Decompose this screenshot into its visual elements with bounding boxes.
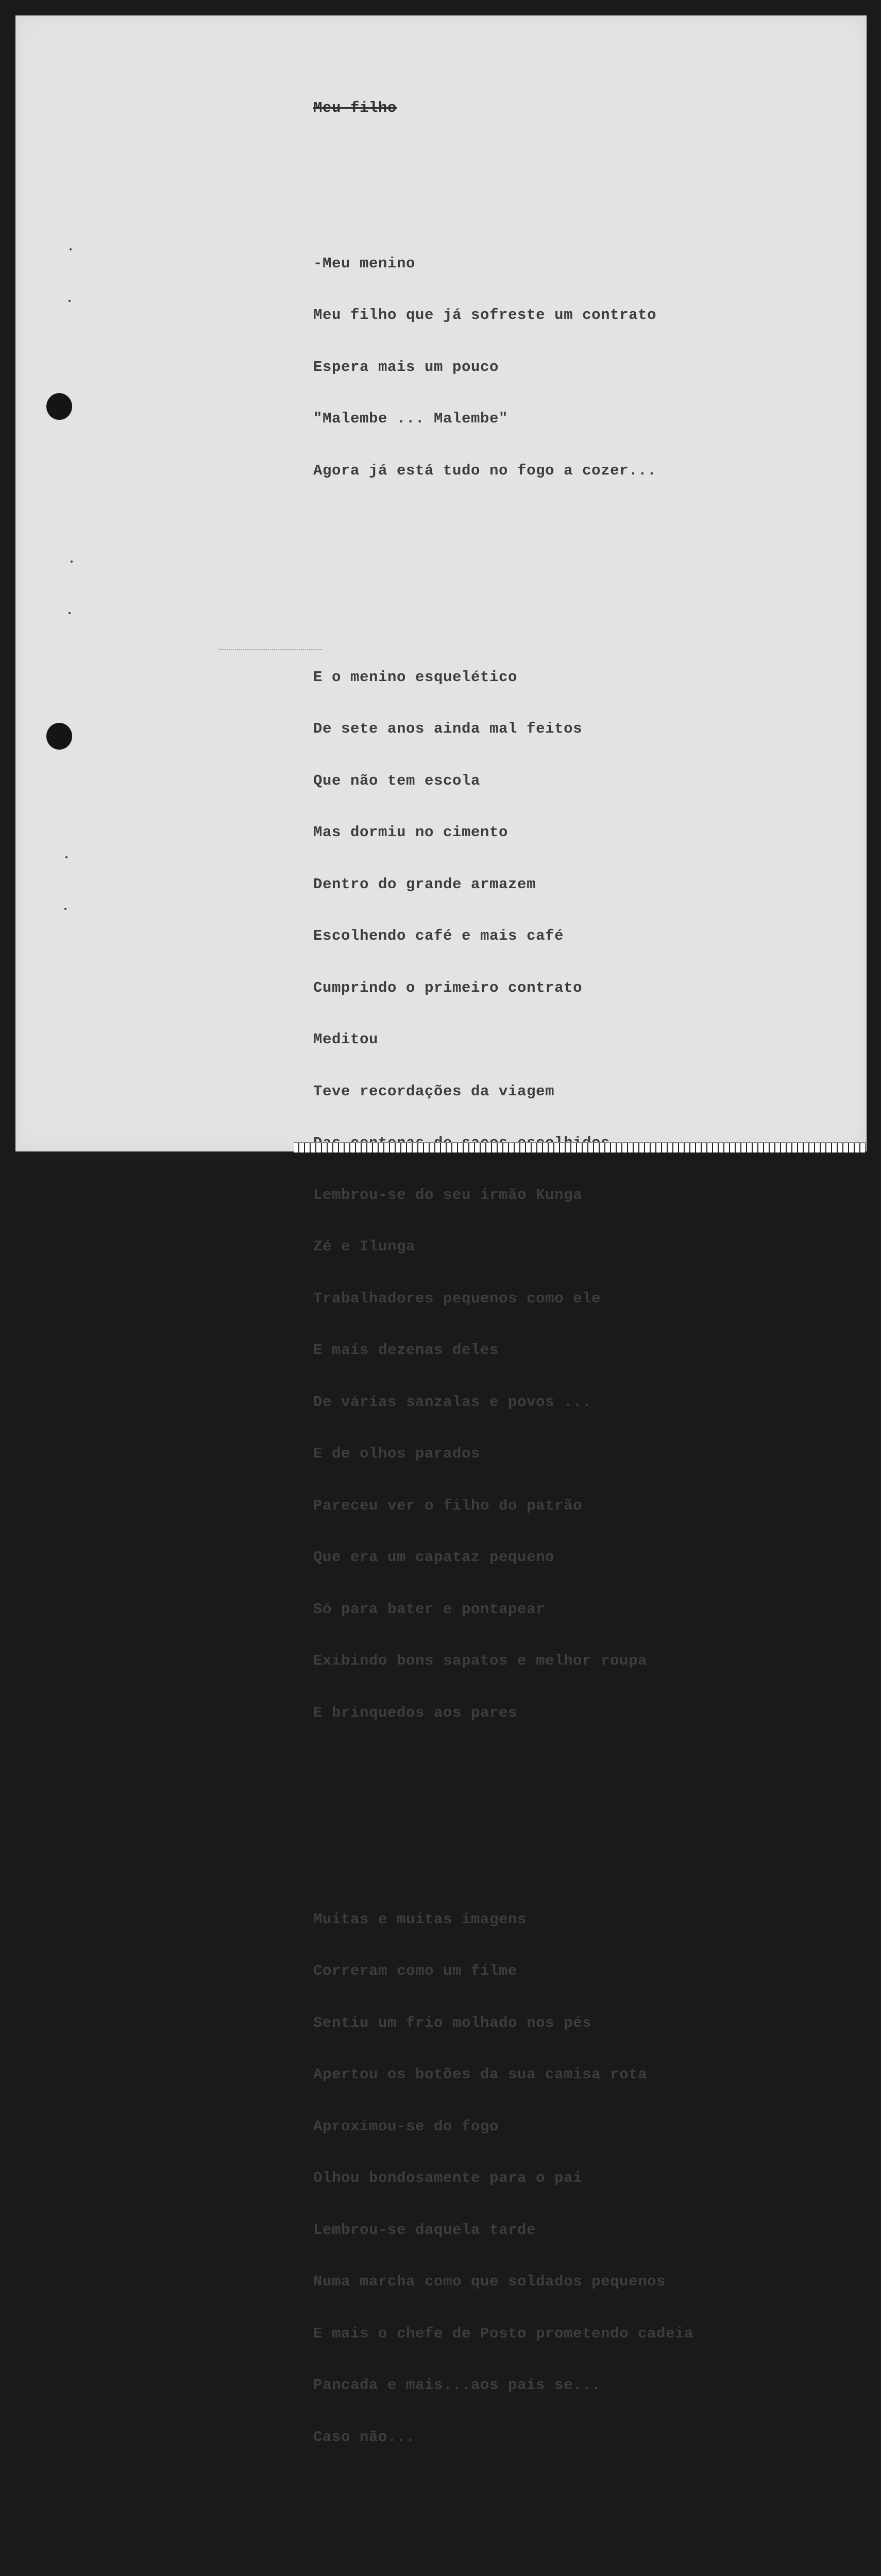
poem-line: Apertou os botões da sua camisa rota	[313, 2066, 648, 2083]
poem-line: Olhou bondosamente para o pai	[313, 2170, 583, 2187]
poem-line: De várias sanzalas e povos ...	[313, 1393, 592, 1411]
faint-dotted-mark	[219, 649, 322, 650]
poem-line: Caso não...	[313, 2428, 416, 2446]
poem-line: Aproximou-se do fogo	[313, 2117, 499, 2135]
poem-line: Muitas e muitas imagens	[313, 1910, 527, 1928]
poem-line: Mas dormiu no cimento	[313, 824, 509, 841]
poem-line: Dentro do grande armazem	[313, 875, 536, 893]
poem-line: Cumprindo o primeiro contrato	[313, 979, 583, 996]
punch-hole-top	[46, 393, 72, 420]
stanza-2	[313, 634, 693, 1756]
poem-line: -Meu menino	[313, 255, 416, 272]
scale-ruler	[294, 1142, 866, 1153]
margin-speck	[69, 300, 71, 302]
poem-line: Sentiu um frio molhado nos pés	[313, 2014, 592, 2031]
poem-line: E mais dezenas deles	[313, 1342, 499, 1359]
margin-speck	[70, 248, 72, 250]
poem-line: E de olhos parados	[313, 1445, 481, 1462]
typescript-poem	[313, 65, 693, 2576]
margin-speck	[64, 908, 66, 910]
poem-line: Pancada e mais...aos pais se...	[313, 2377, 601, 2394]
poem-line: Correram como um filme	[313, 1962, 518, 1979]
struck-title: Meu filho	[313, 99, 397, 116]
poem-line: Só para bater e pontapear	[313, 1600, 546, 1618]
poem-line: Pareceu ver o filho do patrão	[313, 1497, 583, 1514]
margin-speck	[71, 561, 73, 563]
poem-line: Espera mais um pouco	[313, 358, 499, 376]
poem-line: E brinquedos aos pares	[313, 1704, 518, 1721]
poem-line: Meditou	[313, 1031, 379, 1048]
poem-line: Exibindo bons sapatos e melhor roupa	[313, 1652, 648, 1669]
poem-line: Agora já está tudo no fogo a cozer...	[313, 462, 657, 479]
stanza-3	[313, 1876, 693, 2481]
poem-line: Numa marcha como que soldados pequenos	[313, 2273, 666, 2290]
poem-line: Que não tem escola	[313, 772, 481, 789]
margin-speck	[65, 856, 67, 858]
punch-hole-bottom	[46, 723, 72, 750]
poem-line: Escolhendo café e mais café	[313, 927, 564, 944]
poem-line: Meu filho que já sofreste um contrato	[313, 307, 657, 324]
margin-speck	[69, 612, 71, 614]
poem-line: De sete anos ainda mal feitos	[313, 720, 583, 737]
poem-line: Trabalhadores pequenos como ele	[313, 1290, 601, 1307]
stanza-1	[313, 221, 693, 514]
poem-line: Lembrou-se daquela tarde	[313, 2221, 536, 2239]
poem-line: Lembrou-se do seu irmão Kunga	[313, 1186, 583, 1204]
poem-line: E mais o chefe de Posto prometendo cadeia	[313, 2325, 694, 2342]
poem-line: Zé e Ilunga	[313, 1238, 416, 1255]
poem-line: E o menino esquelético	[313, 668, 518, 686]
poem-line: Que era um capataz pequeno	[313, 1549, 555, 1566]
poem-line: Teve recordações da viagem	[313, 1082, 555, 1100]
poem-line: "Malembe ... Malembe"	[313, 410, 509, 427]
